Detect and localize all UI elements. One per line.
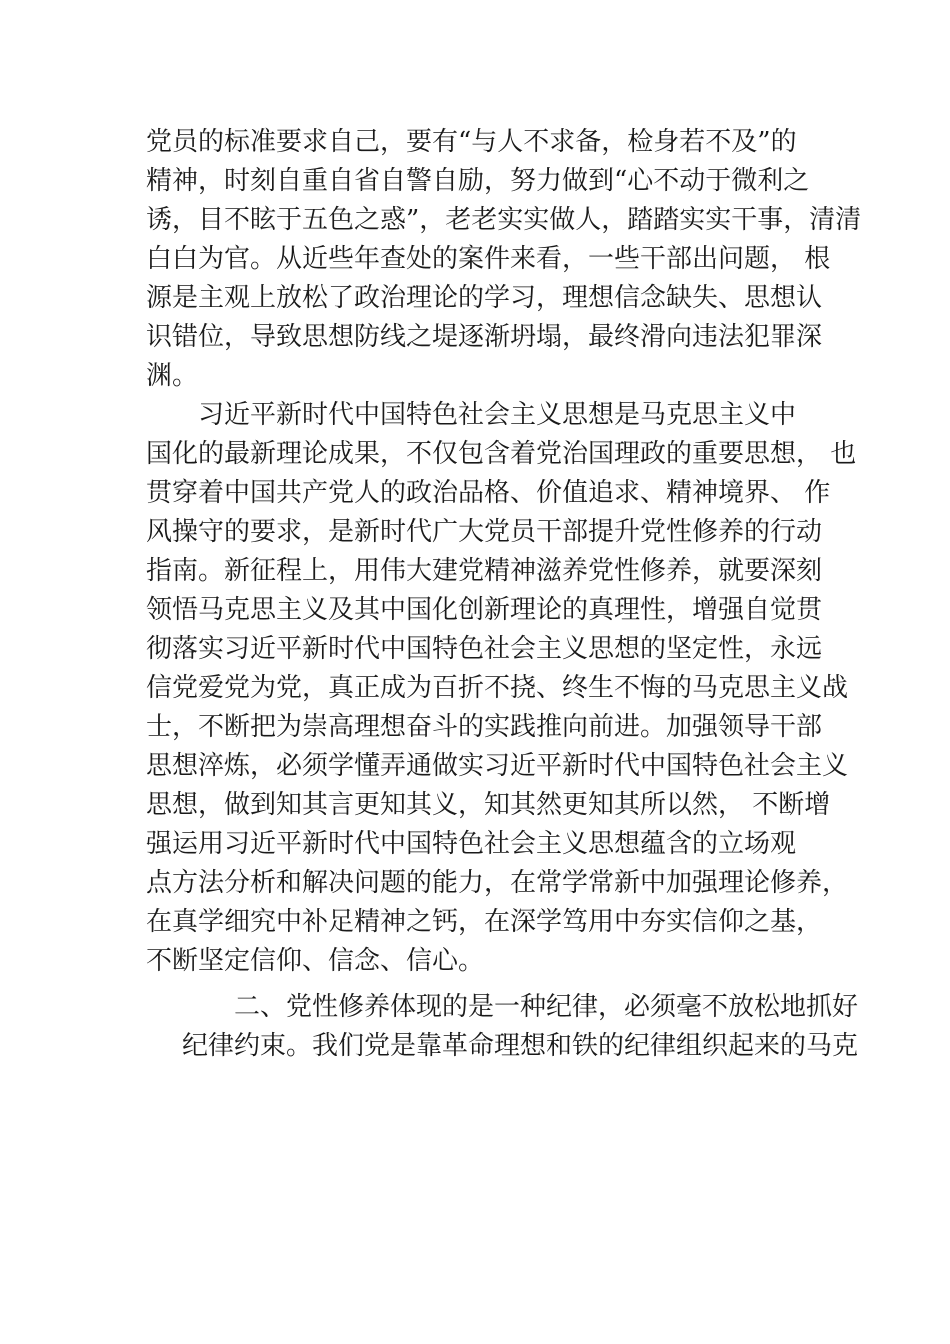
text-line: 风操守的要求，是新时代广大党员干部提升党性修养的行动 <box>146 517 823 547</box>
text-line: 不断坚定信仰、信念、信心。 <box>146 946 485 976</box>
text-line: 在真学细究中补足精神之钙，在深学笃用中夯实信仰之基， <box>146 907 823 937</box>
text-line: 纪律约束。我们党是靠革命理想和铁的纪律组织起来的马克 <box>182 1031 859 1061</box>
text-line: 强运用习近平新时代中国特色社会主义思想蕴含的立场观 <box>146 829 797 859</box>
text-line: 精神，时刻自重自省自警自励，努力做到“心不动于微利之 <box>146 166 810 196</box>
section-heading-line: 二、党性修养体现的是一种纪律，必须毫不放松地抓好 <box>234 992 859 1022</box>
text-line: 国化的最新理论成果，不仅包含着党治国理政的重要思想， 也 <box>146 439 857 469</box>
text-line: 党员的标准要求自己，要有“与人不求备，检身若不及”的 <box>146 127 797 157</box>
text-line: 源是主观上放松了政治理论的学习，理想信念缺失、思想认 <box>146 283 823 313</box>
text-line: 思想，做到知其言更知其义，知其然更知其所以然， 不断增 <box>146 790 831 820</box>
text-line: 渊。 <box>146 361 199 391</box>
text-line: 点方法分析和解决问题的能力，在常学常新中加强理论修养， <box>146 868 849 898</box>
text-line: 领悟马克思主义及其中国化创新理论的真理性，增强自觉贯 <box>146 595 823 625</box>
text-line: 识错位，导致思想防线之堤逐渐坍塌，最终滑向违法犯罪深 <box>146 322 823 352</box>
text-line: 白白为官。从近些年查处的案件来看，一些干部出问题， 根 <box>146 244 831 274</box>
text-line: 习近平新时代中国特色社会主义思想是马克思主义中 <box>198 400 797 430</box>
text-line: 指南。新征程上，用伟大建党精神滋养党性修养，就要深刻 <box>146 556 823 586</box>
text-line: 贯穿着中国共产党人的政治品格、价值追求、精神境界、 作 <box>146 478 831 508</box>
text-line: 士，不断把为崇高理想奋斗的实践推向前进。加强领导干部 <box>146 712 823 742</box>
text-line: 彻落实习近平新时代中国特色社会主义思想的坚定性，永远 <box>146 634 823 664</box>
text-line: 信党爱党为党，真正成为百折不挠、终生不悔的马克思主义战 <box>146 673 849 703</box>
text-line: 诱，目不眩于五色之惑”，老老实实做人，踏踏实实干事，清清 <box>146 205 862 235</box>
text-line: 思想淬炼，必须学懂弄通做实习近平新时代中国特色社会主义 <box>146 751 849 781</box>
